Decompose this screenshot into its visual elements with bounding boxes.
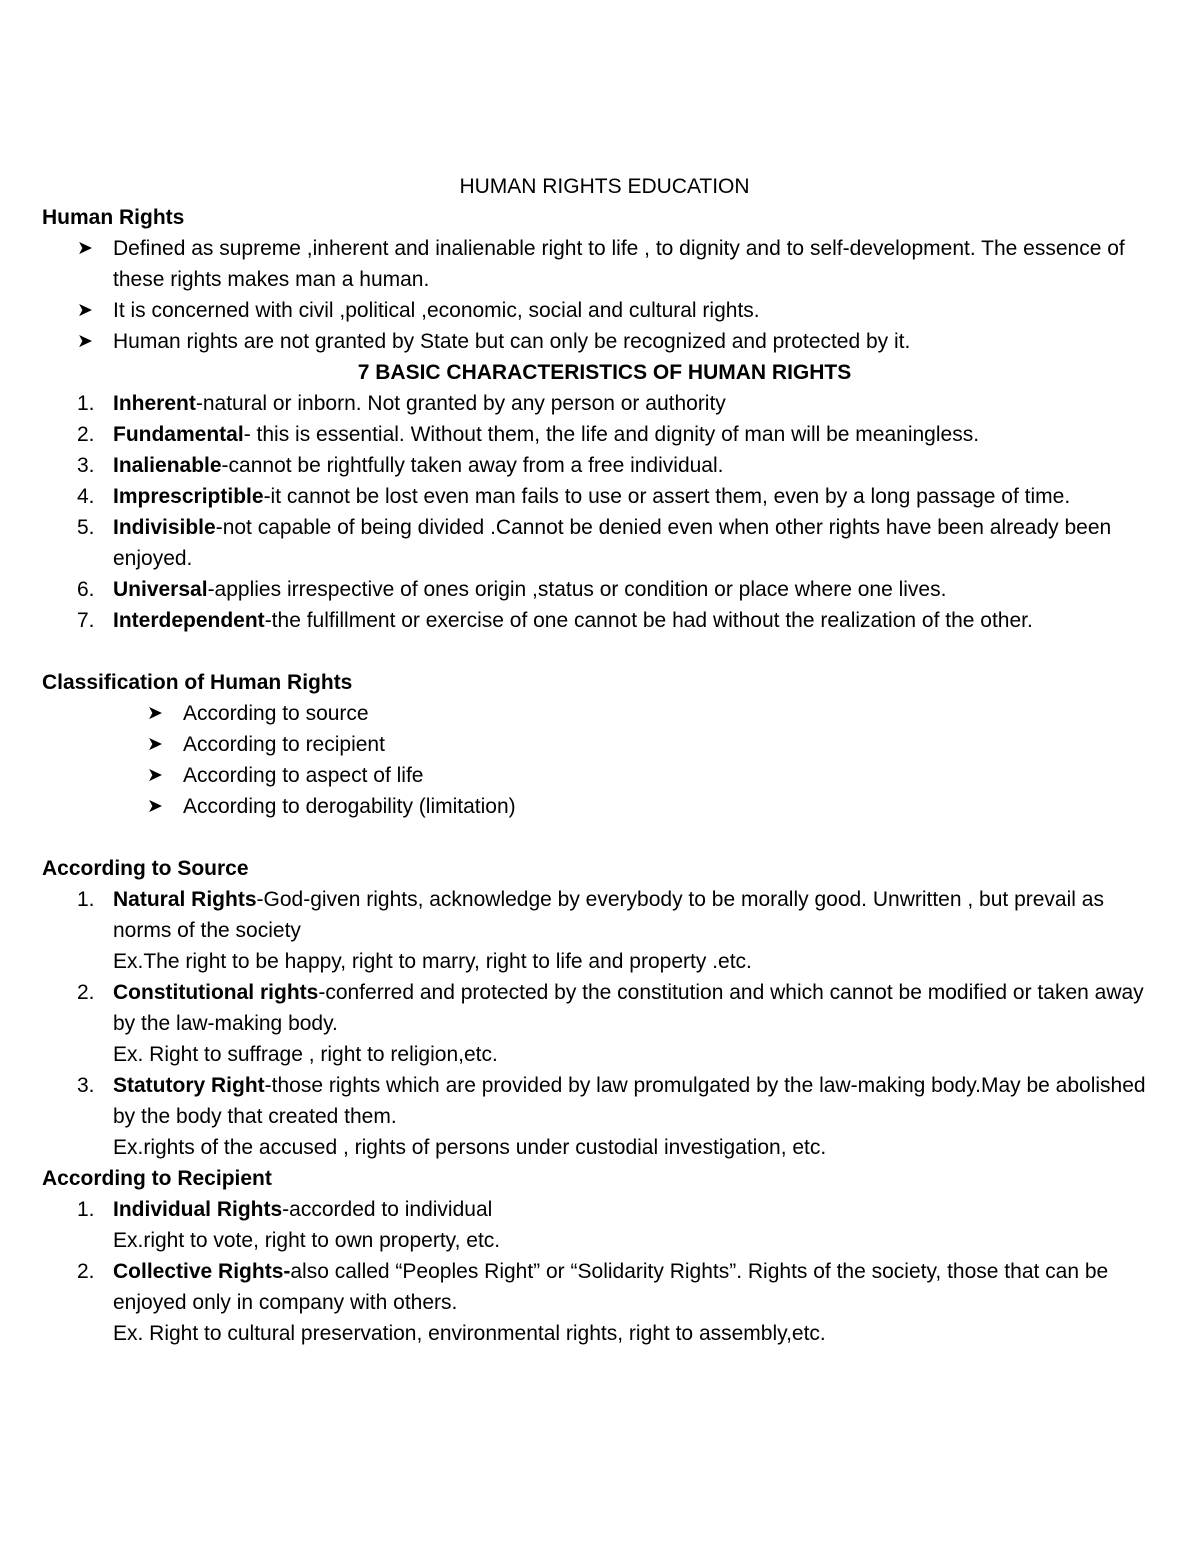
example-text: Ex.The right to be happy, right to marry, right to life and property .etc. bbox=[113, 950, 752, 973]
spacer bbox=[42, 822, 1167, 853]
section-heading-human-rights: Human Rights bbox=[42, 206, 185, 229]
list-item: ➤ Human rights are not granted by State but can only be recognized and protected by it. bbox=[42, 326, 1167, 357]
list-item: ➤ According to derogability (limitation) bbox=[42, 791, 1167, 822]
example-text: Ex.right to vote, right to own property, etc. bbox=[113, 1229, 501, 1252]
arrow-bullet-icon: ➤ bbox=[147, 734, 163, 755]
section-heading-recipient: According to Recipient bbox=[42, 1167, 272, 1190]
arrow-bullet-icon: ➤ bbox=[77, 300, 93, 321]
arrow-bullet-icon: ➤ bbox=[77, 331, 93, 352]
list-item: 1. Individual Rights-accorded to individual Ex.right to vote, right to own property, etc. bbox=[42, 1194, 1167, 1256]
recipient-list bbox=[42, 1194, 1167, 1349]
list-item: 2. Collective Rights-also called “Peoples Right” or “Solidarity Rights”. Rights of the society, those that can be enjoyed only in company with others. Ex. Right to cultural preservation, environmental rights, right to assembly,etc. bbox=[42, 1256, 1167, 1349]
source-list bbox=[42, 884, 1167, 1163]
list-item: 1. Inherent-natural or inborn. Not granted by any person or authority bbox=[77, 392, 726, 415]
arrow-bullet-icon: ➤ bbox=[147, 703, 163, 724]
list-item: 2. Constitutional rights-conferred and protected by the constitution and which cannot be modified or taken away by the law-making body. Ex. Right to suffrage , right to religion,etc. bbox=[42, 977, 1167, 1070]
document-title: HUMAN RIGHTS EDUCATION bbox=[459, 175, 750, 198]
list-item: 3. Inalienable-cannot be rightfully taken away from a free individual. bbox=[77, 454, 724, 477]
arrow-bullet-icon: ➤ bbox=[147, 796, 163, 817]
section-heading-classification: Classification of Human Rights bbox=[42, 671, 353, 694]
arrow-bullet-icon: ➤ bbox=[77, 238, 93, 259]
list-item: ➤ According to aspect of life bbox=[42, 760, 1167, 791]
list-item: ➤ According to source bbox=[42, 698, 1167, 729]
list-item: ➤ It is concerned with civil ,political ,economic, social and cultural rights. bbox=[42, 295, 1167, 326]
human-rights-bullet-list bbox=[42, 233, 1167, 357]
list-item: 2. Fundamental- this is essential. Without them, the life and dignity of man will be meaningless. bbox=[77, 423, 980, 446]
list-item: ➤ Defined as supreme ,inherent and inalienable right to life , to dignity and to self-development. The essence of these rights makes man a human. bbox=[42, 233, 1167, 295]
list-item: ➤ According to recipient bbox=[42, 729, 1167, 760]
arrow-bullet-icon: ➤ bbox=[147, 765, 163, 786]
list-item: 3. Statutory Right-those rights which are provided by law promulgated by the law-making body.May be abolished by the body that created them. Ex.rights of the accused , rights of persons under custodial investigation, etc. bbox=[42, 1070, 1167, 1163]
document-page bbox=[42, 171, 1167, 1349]
characteristics-list bbox=[42, 388, 1167, 636]
list-item: 4. Imprescriptible-it cannot be lost even man fails to use or assert them, even by a long passage of time. bbox=[77, 485, 1071, 508]
list-item: 7. Interdependent-the fulfillment or exercise of one cannot be had without the realization of the other. bbox=[77, 609, 1033, 632]
list-item: 1. Natural Rights-God-given rights, acknowledge by everybody to be morally good. Unwritten , but prevail as norms of the society Ex.The right to be happy, right to marry, right to life and property .etc. bbox=[42, 884, 1167, 977]
list-item: 6. Universal-applies irrespective of ones origin ,status or condition or place where one lives. bbox=[77, 578, 947, 601]
list-item: 5. Indivisible-not capable of being divided .Cannot be denied even when other rights have been already been enjoyed. bbox=[77, 516, 1112, 570]
example-text: Ex.rights of the accused , rights of persons under custodial investigation, etc. bbox=[113, 1136, 827, 1159]
example-text: Ex. Right to cultural preservation, environmental rights, right to assembly,etc. bbox=[113, 1322, 826, 1345]
section-heading-source: According to Source bbox=[42, 857, 249, 880]
section-heading-characteristics: 7 BASIC CHARACTERISTICS OF HUMAN RIGHTS bbox=[357, 361, 852, 384]
example-text: Ex. Right to suffrage , right to religion,etc. bbox=[113, 1043, 498, 1066]
classification-bullet-list bbox=[42, 698, 1167, 822]
spacer bbox=[42, 636, 1167, 667]
